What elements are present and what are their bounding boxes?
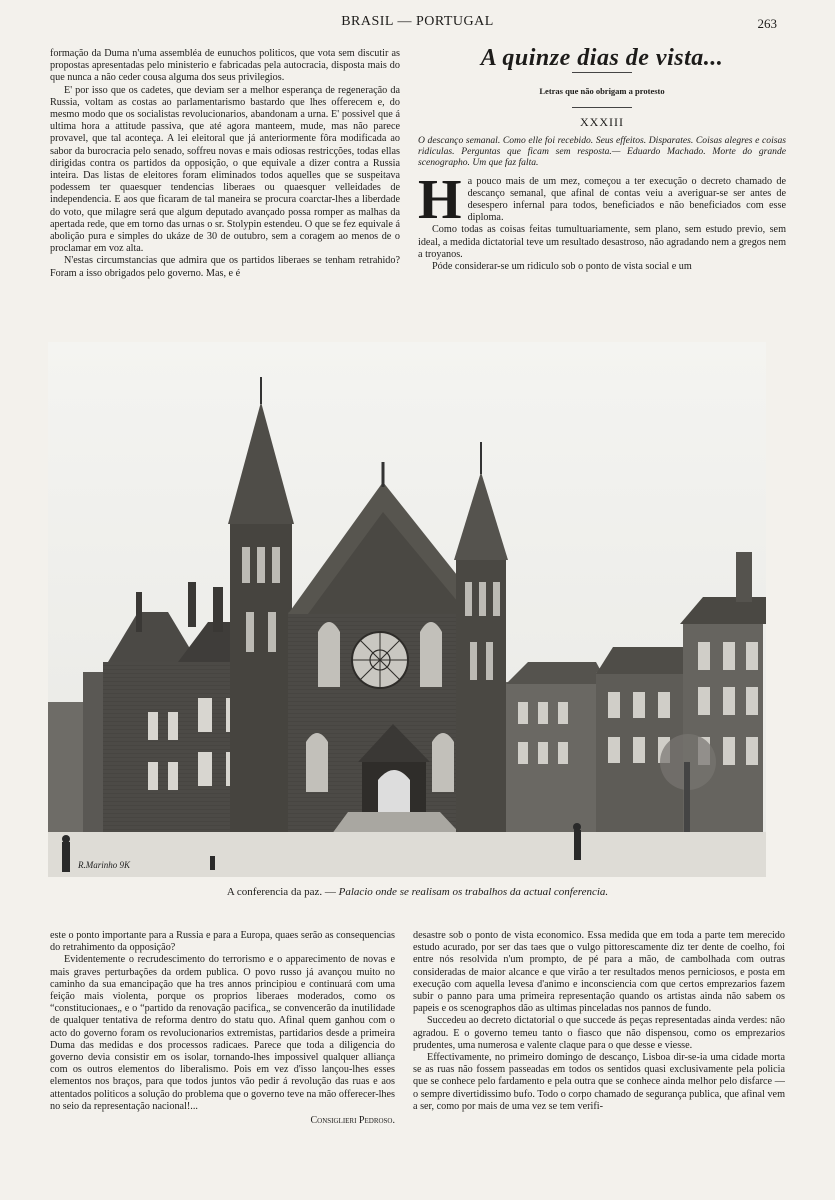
article-body [418, 168, 786, 274]
figure-caption [0, 886, 835, 898]
paragraph: E' por isso que os cadetes, que deviam ser a melhor esperança de regeneração da Russia, voltam as costas ao parlamentarismo bastardo que lhes offerecem e, do mesmo modo que os socialistas revolucionarios, abandonam a urna. E' possivel que á ultima hora a attitude passiva, que até agora manteem, mude, mas não parece provavel, que tal aconteça. A lei eleitoral que já anteriormente fôra modificada ao sabor da burocracia pelo senado, soffreu novas e mais odiosas restricções, todas ellas dirigidas contra os partidos da opposição, o que equivale a dizer contra a Russia inteira. Das listas de eleitores foram eliminados todos aquelles que se suspeitava podessem ter quaesquer tendencias liberaes ou quaesquer velleidades de independencia. E aos que ficaram de tal maneira se procura coarctar-lhes a liberdade do voto, que milagre será que algum deputado avançado possa romper as malhas da apertada rede, que em torno das urnas o sr. Stolypin estendeu. O que se fez equivale á abolição pura e simples do ukáze de 30 de outubro, sem a coragem ao menos de o proclamar em voz alta. [50, 84, 400, 255]
palace-photograph [48, 342, 766, 877]
column-bottom-left [50, 930, 395, 1127]
section-number: XXXIII [580, 115, 624, 130]
paragraph: Como todas as coisas feitas tumultuariamente, sem plano, sem estudo previo, sem ideal, a medida dictatorial teve um resultado desastroso, não agradando nem a gregos nem a troyanos. [418, 224, 786, 260]
page-header [0, 14, 835, 36]
divider [572, 72, 632, 73]
artist-signature: R.Marinho 9K [78, 860, 131, 870]
running-title: BRASIL — PORTUGAL [341, 14, 494, 29]
column-bottom-right [413, 930, 785, 1113]
paragraph: Succedeu ao decreto dictatorial o que succede ás peças representadas ainda verdes: não agradou. E o governo temeu tanto o fiasco que não dispensou, como os emprezarios prudentes, uma numerosa e valente claque para o que desse e viesse. [413, 1015, 785, 1051]
section-subtitle: Letras que não obrigam a protesto [539, 86, 665, 97]
paragraph: Póde considerar-se um ridiculo sob o ponto de vista social e um [432, 261, 692, 273]
paragraph: N'estas circumstancias que admira que os partidos liberaes se tenham retrahido? Foram a isso obrigados pelo governo. Mas, e é [50, 255, 400, 279]
paragraph: desastre sob o ponto de vista economico. Essa medida que em toda a parte tem merecido estudo acurado, por ser das taes que o vulgo pittorescamente diz ter dente de coelho, foi entre nós resolvida n'um prompto, de pé para a mão, de cambolhada com outras consideradas de maior alcance e que virão a ter resultados menos perniciosos, e posta em execução com aquella levesa d'animo e inconsciencia com que certos emprezarios fazem subir o panno para uma primeira representação quando os artistas ainda não sabem os papeis e os scenographos dão as ultimas pinceladas nos pannos de fundo. [413, 930, 785, 1015]
caption-lead: A conferencia da paz. — [226, 886, 336, 898]
column-top-right [418, 45, 786, 273]
paragraph: Evidentemente o recrudescimento do terrorismo e o apparecimento de novas e mais graves perturbações da ordem publica. O povo russo já avançou muito no caminho da sua emancipação que ha tres annos principiou e continuará com uma feição mais violenta, porque os proprios liberaes moderados, como os “constitucionaes„ e o “partido da renovação pacifica„ se convencerão da inutilidade de qualquer tentativa de reforma dentro do statu quo. Afinal quem ganhou com o acto do governo foram os revolucionarios extremistas, partidarios desde a primeira Duma das medidas e dos processos radicaes. Parece que toda a diligencia do governo devia consistir em os isolar, tornando-lhes impossivel qualquer alliança com os outros elementos do liberalismo. Pois em vez d'isso lançou-lhes esses elementos nos braços, para que todos juntos vão pedir á revolução das ruas e aos attentados politicos a solução do problema que o governo teve na mão offerecer-lhes no seio da representação nacional!... [50, 954, 395, 1112]
paragraph: Effectivamente, no primeiro domingo de descanço, Lisboa dir-se-ia uma cidade morta se as ruas não fossem passeadas em todos os sentidos quasi exclusivamente pela policia que se conhece pelo fardamento e pela outra que se conhece ainda melhor pelo disfarce — o sempre divertidissimo bufo. Todo o corpo chamado de segurança publica, que afinal vem a ser, como por mais de uma vez se tem verifi- [413, 1052, 785, 1112]
drop-cap: H [418, 168, 462, 231]
paragraph: a pouco mais de um mez, começou a ter execução o decreto chamado de descanço semanal, que afinal de contas veiu a averiguar-se ser antes de desespero infernal para todos, beneficiados e não beneficiados com esse diploma. [467, 175, 786, 224]
building-illustration [48, 342, 766, 877]
page-number: 263 [757, 16, 777, 31]
caption-text: Palacio onde se realisam os trabalhos da actual conferencia. [338, 886, 609, 898]
article-summary: O descanço semanal. Como elle foi recebido. Seus effeitos. Disparates. Coisas alegres e coisas ridiculas. Perguntas que ficam sem resposta.— Eduardo Machado. Morte do grande scenographo. Um que faz falta. [418, 134, 786, 168]
paragraph: este o ponto importante para a Russia e para a Europa, quaes serão as consequencias do retrahimento da opposição? [50, 930, 395, 954]
paragraph: formação da Duma n'uma assembléa de eunuchos politicos, que vota sem discutir as propostas apresentadas pelo ministerio e fabricadas pela autocracia, disposta mais do que nunca a não ceder cousa alguma dos seus privilegios. [50, 48, 400, 84]
section-title: A quinze dias de vista... [480, 45, 724, 71]
author-signature: Consiglieri Pedroso. [310, 1115, 395, 1127]
divider [572, 107, 632, 108]
column-top-left [50, 48, 400, 280]
